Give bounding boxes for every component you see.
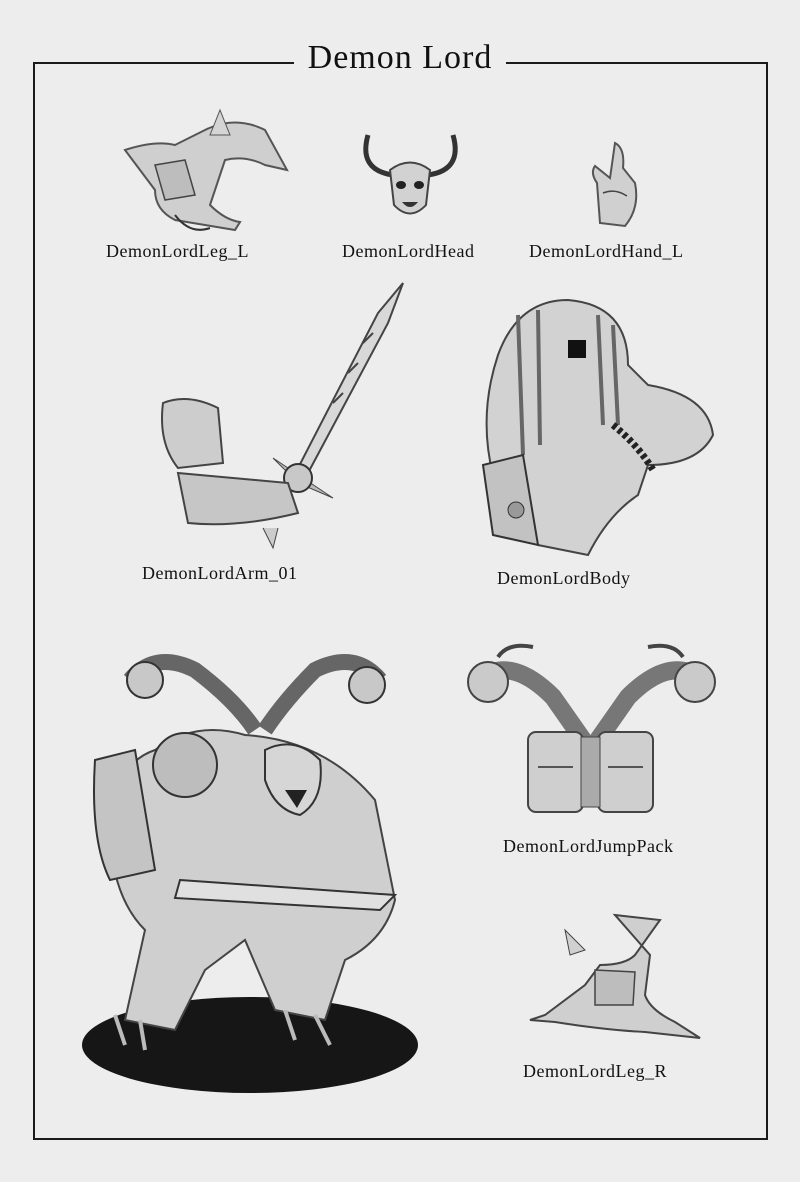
leg-r-image	[525, 910, 705, 1040]
leg-l-image	[115, 110, 290, 235]
arm-01-label: DemonLordArm_01	[142, 563, 298, 583]
hand-l-image	[585, 138, 640, 228]
head-image	[358, 130, 463, 225]
hand-l-label: DemonLordHand_L	[529, 241, 684, 261]
body-image	[478, 295, 718, 560]
page-title: Demon Lord	[294, 36, 507, 80]
assembled-model-image	[85, 640, 430, 1100]
jump-pack-image	[463, 637, 718, 822]
leg-l-label: DemonLordLeg_L	[106, 241, 249, 261]
leg-r-label: DemonLordLeg_R	[523, 1061, 667, 1081]
jump-pack-label: DemonLordJumpPack	[503, 836, 674, 856]
arm-01-image	[158, 283, 408, 553]
body-label: DemonLordBody	[497, 568, 631, 588]
head-label: DemonLordHead	[342, 241, 475, 261]
